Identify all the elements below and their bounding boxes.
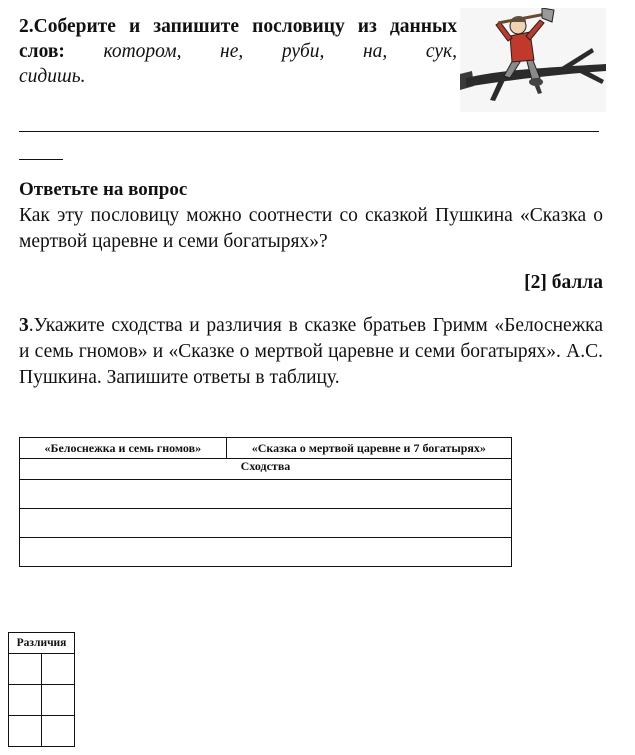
table-row [20, 480, 512, 509]
task2-words-tail: сидишь. [19, 66, 86, 87]
differences-table [8, 632, 75, 747]
similarities-row [20, 459, 512, 480]
table-cell[interactable] [9, 654, 42, 685]
table-cell[interactable] [20, 509, 512, 538]
score-label: [2] балла [524, 272, 603, 293]
differences-header-row [9, 633, 75, 654]
task2-prompt [19, 14, 457, 64]
table-row [9, 716, 75, 747]
task3-prompt [19, 313, 603, 391]
table-header-row [20, 438, 512, 459]
similarities-label: Сходства [20, 459, 512, 480]
table-cell[interactable] [9, 685, 42, 716]
task3-text: .Укажите сходства и различия в сказке братьев Гримм «Белоснежка и семь гномов» и «Сказке о мертвой царевне и семи богатырях». А.С. Пушкина. Запишите ответы в таблицу. [19, 315, 603, 388]
task2-title: 2.Соберите и запишите пословицу из данных слов: [19, 16, 457, 62]
table-row [20, 509, 512, 538]
question-text: Как эту пословицу можно соотнести со сказкой Пушкина «Сказка о мертвой царевне и семи богатырях»? [19, 205, 603, 252]
table-cell[interactable] [42, 654, 75, 685]
answer-line[interactable] [19, 131, 599, 132]
table-row [9, 685, 75, 716]
table-row [9, 654, 75, 685]
col-dead-princess: «Сказка о мертвой царевне и 7 богатырях» [226, 438, 511, 459]
task3-number: 3 [19, 315, 29, 336]
table-cell[interactable] [20, 480, 512, 509]
question-heading: Ответьте на вопрос [19, 179, 188, 200]
answer-line-continuation[interactable] [19, 159, 63, 160]
man-chopping-branch-icon [460, 8, 606, 112]
table-cell[interactable] [42, 716, 75, 747]
task2-words: котором, не, руби, на, сук, [103, 41, 457, 62]
table-cell[interactable] [20, 538, 512, 567]
col-snow-white: «Белоснежка и семь гномов» [20, 438, 227, 459]
table-cell[interactable] [9, 716, 42, 747]
table-cell[interactable] [42, 685, 75, 716]
differences-label: Различия [9, 633, 75, 654]
comparison-table [19, 437, 512, 567]
table-row [20, 538, 512, 567]
